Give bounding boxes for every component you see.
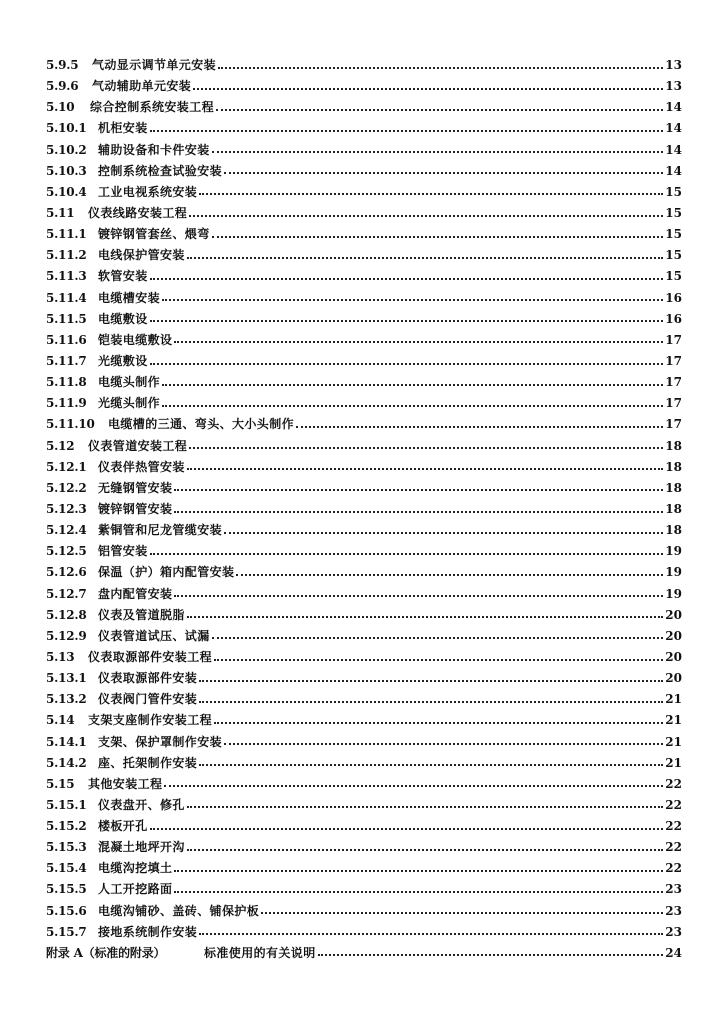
toc-row [46, 203, 682, 224]
dot-leader [187, 468, 663, 470]
dot-leader [216, 109, 663, 111]
section-title: 铠装电缆敷设 [98, 332, 173, 347]
section-number: 5.11.7 [46, 353, 87, 368]
section-number: 5.11 [46, 205, 75, 220]
toc-row [46, 436, 682, 457]
dot-leader [187, 849, 663, 851]
section-number: 5.10.2 [46, 142, 87, 157]
toc-row [46, 288, 682, 309]
dot-leader [187, 257, 663, 259]
section-title: 无缝钢管安装 [98, 480, 173, 495]
toc-row [46, 837, 682, 858]
toc-row [46, 647, 682, 668]
section-number: 5.15.2 [46, 819, 87, 834]
page-number: 16 [665, 311, 682, 326]
dot-leader [150, 553, 664, 555]
toc-row [46, 245, 682, 266]
section-title: 座、托架制作安装 [98, 755, 198, 770]
section-number: 5.15.1 [46, 797, 87, 812]
section-title: 机柜安装 [98, 121, 148, 136]
section-number: 5.12.3 [46, 501, 87, 516]
toc-row [46, 541, 682, 562]
toc-row [46, 584, 682, 605]
page-number: 23 [665, 924, 682, 939]
section-number: 5.15.5 [46, 882, 87, 897]
section-number: 5.9.5 [46, 58, 79, 72]
toc-row-appendix [46, 943, 682, 964]
dot-leader [150, 130, 664, 132]
section-number: 5.13.2 [46, 692, 87, 707]
section-number: 5.11.4 [46, 290, 87, 305]
section-title: 仪表及管道脱脂 [98, 607, 185, 622]
page-number: 14 [665, 163, 682, 178]
page-number: 19 [665, 586, 682, 601]
section-number: 5.15.4 [46, 861, 87, 876]
toc-row [46, 372, 682, 393]
section-number: 5.13 [46, 649, 75, 664]
page-number: 22 [665, 861, 682, 876]
dot-leader [189, 447, 663, 449]
dot-leader [164, 785, 663, 787]
section-number: 5.12.4 [46, 523, 87, 538]
section-title: 光缆敷设 [98, 353, 148, 368]
toc-row [46, 330, 682, 351]
section-number: 5.12.5 [46, 544, 87, 559]
section-title: 仪表取源部件安装 [98, 671, 198, 686]
dot-leader [193, 88, 663, 90]
page-number: 17 [665, 417, 682, 432]
dot-leader [174, 511, 663, 513]
page-number: 20 [665, 607, 682, 622]
section-title: 电缆沟挖填土 [98, 861, 173, 876]
page-number: 18 [665, 459, 682, 474]
page-number: 17 [665, 332, 682, 347]
table-of-contents [46, 55, 682, 964]
page-number: 19 [665, 544, 682, 559]
dot-leader [199, 193, 663, 195]
section-number: 5.11.5 [46, 311, 87, 326]
dot-leader [199, 933, 663, 935]
section-number: 5.11.1 [46, 227, 87, 242]
dot-leader [150, 278, 664, 280]
page-number: 15 [665, 248, 682, 263]
toc-row [46, 668, 682, 689]
toc-row [46, 182, 682, 203]
section-title: 综合控制系统安装工程 [90, 100, 215, 115]
page-number: 18 [665, 480, 682, 495]
page-number: 15 [665, 269, 682, 284]
section-number: 5.15.7 [46, 924, 87, 939]
toc-row [46, 161, 682, 182]
page-number: 22 [665, 776, 682, 791]
page-number: 24 [665, 945, 682, 960]
dot-leader [236, 574, 663, 576]
dot-leader [212, 236, 664, 238]
section-number: 5.15.3 [46, 840, 87, 855]
section-title: 其他安装工程 [88, 776, 163, 791]
page-number: 22 [665, 819, 682, 834]
page-number: 13 [665, 79, 682, 94]
page-number: 15 [665, 227, 682, 242]
dot-leader [212, 151, 664, 153]
section-number: 5.11.10 [46, 417, 95, 432]
toc-row [46, 118, 682, 139]
dot-leader [150, 828, 664, 830]
section-number: 5.12.6 [46, 565, 87, 580]
section-title: 辅助设备和卡件安装 [98, 142, 210, 157]
section-title: 软管安装 [98, 269, 148, 284]
toc-row [46, 140, 682, 161]
section-title: 电缆槽的三通、弯头、大小头制作 [108, 417, 295, 432]
section-number: 5.14 [46, 713, 75, 728]
dot-leader [199, 764, 663, 766]
page-number: 21 [665, 713, 682, 728]
page-number: 18 [665, 501, 682, 516]
dot-leader [212, 637, 664, 639]
section-number: 5.11.2 [46, 248, 87, 263]
section-title: 支架支座制作安装工程 [88, 713, 213, 728]
dot-leader [224, 532, 663, 534]
page-number: 21 [665, 755, 682, 770]
section-title: 标准使用的有关说明 [204, 945, 316, 960]
dot-leader [174, 489, 663, 491]
dot-leader [296, 426, 663, 428]
page-number: 15 [665, 184, 682, 199]
toc-row [46, 457, 682, 478]
section-number: 5.11.6 [46, 332, 87, 347]
section-number: 5.12.1 [46, 459, 87, 474]
dot-leader [214, 722, 663, 724]
page-number: 16 [665, 290, 682, 305]
dot-leader [162, 299, 663, 301]
section-title: 电缆敷设 [98, 311, 148, 326]
section-title: 紫铜管和尼龙管缆安装 [98, 523, 223, 538]
toc-row [46, 478, 682, 499]
page-number: 19 [665, 565, 682, 580]
page-number: 14 [665, 121, 682, 136]
page-number: 13 [665, 58, 682, 72]
section-title: 控制系统检查试验安装 [98, 163, 223, 178]
section-number: 5.10.3 [46, 163, 87, 178]
section-title: 仪表取源部件安装工程 [88, 649, 213, 664]
toc-row [46, 795, 682, 816]
section-title: 铝管安装 [98, 544, 148, 559]
dot-leader [174, 891, 663, 893]
dot-leader [318, 954, 664, 956]
section-title: 镀锌钢管套丝、煨弯 [98, 227, 210, 242]
page-number: 22 [665, 840, 682, 855]
toc-row [46, 266, 682, 287]
section-number: 5.15 [46, 776, 75, 791]
dot-leader [224, 172, 663, 174]
section-title: 保温（护）箱内配管安装 [98, 565, 235, 580]
dot-leader [187, 616, 663, 618]
toc-row [46, 689, 682, 710]
toc-row [46, 76, 682, 97]
page-number: 15 [665, 205, 682, 220]
toc-row [46, 901, 682, 922]
dot-leader [174, 595, 663, 597]
toc-row [46, 774, 682, 795]
section-title: 工业电视系统安装 [98, 184, 198, 199]
section-title: 气动辅助单元安装 [92, 79, 192, 94]
dot-leader [199, 680, 663, 682]
page-number: 20 [665, 628, 682, 643]
toc-row [46, 753, 682, 774]
section-title: 电线保护管安装 [98, 248, 185, 263]
section-number: 5.10 [46, 100, 75, 115]
section-number: 5.10.1 [46, 121, 87, 136]
section-title: 镀锌钢管安装 [98, 501, 173, 516]
section-number: 5.11.8 [46, 375, 87, 390]
toc-row [46, 309, 682, 330]
dot-leader [218, 67, 663, 69]
appendix-label: 附录 A（标准的附录） [46, 945, 166, 960]
section-title: 电缆槽安装 [98, 290, 161, 305]
section-title: 人工开挖路面 [98, 882, 173, 897]
section-number: 5.11.9 [46, 396, 87, 411]
toc-row [46, 626, 682, 647]
page-number: 22 [665, 797, 682, 812]
dot-leader [261, 912, 663, 914]
section-number: 5.14.2 [46, 755, 87, 770]
toc-row [46, 879, 682, 900]
dot-leader [224, 743, 663, 745]
toc-row [46, 562, 682, 583]
section-number: 5.14.1 [46, 734, 87, 749]
dot-leader [187, 806, 663, 808]
toc-row [46, 922, 682, 943]
section-number: 5.12.8 [46, 607, 87, 622]
page-number: 23 [665, 903, 682, 918]
toc-row [46, 393, 682, 414]
page-number: 17 [665, 396, 682, 411]
toc-row [46, 414, 682, 435]
section-title: 接地系统制作安装 [98, 924, 198, 939]
section-title: 仪表盘开、修孔 [98, 797, 185, 812]
section-number: 5.10.4 [46, 184, 87, 199]
dot-leader [162, 405, 663, 407]
dot-leader [189, 215, 663, 217]
section-number: 5.11.3 [46, 269, 87, 284]
page-number: 21 [665, 692, 682, 707]
page-number: 18 [665, 523, 682, 538]
section-number: 5.15.6 [46, 903, 87, 918]
toc-row [46, 351, 682, 372]
section-title: 光缆头制作 [98, 396, 161, 411]
page-number: 14 [665, 100, 682, 115]
toc-row [46, 605, 682, 626]
page-number: 21 [665, 734, 682, 749]
toc-row [46, 520, 682, 541]
section-number: 5.12.9 [46, 628, 87, 643]
section-title: 仪表管道试压、试漏 [98, 628, 210, 643]
section-title: 气动显示调节单元安装 [92, 58, 217, 72]
page-number: 23 [665, 882, 682, 897]
page-number: 17 [665, 375, 682, 390]
section-number: 5.9.6 [46, 79, 79, 94]
section-title: 电缆头制作 [98, 375, 161, 390]
toc-row [46, 224, 682, 245]
dot-leader [150, 320, 664, 322]
section-title: 仪表阀门管件安装 [98, 692, 198, 707]
page-number: 20 [665, 649, 682, 664]
dot-leader [150, 363, 664, 365]
section-number: 5.13.1 [46, 671, 87, 686]
toc-row [46, 858, 682, 879]
dot-leader [174, 870, 663, 872]
toc-row [46, 710, 682, 731]
toc-row [46, 816, 682, 837]
page-number: 20 [665, 671, 682, 686]
toc-row [46, 499, 682, 520]
section-title: 仪表管道安装工程 [88, 438, 188, 453]
dot-leader [214, 659, 663, 661]
section-number: 5.12.2 [46, 480, 87, 495]
toc-row [46, 732, 682, 753]
section-title: 楼板开孔 [98, 819, 148, 834]
section-title: 盘内配管安装 [98, 586, 173, 601]
page-number: 18 [665, 438, 682, 453]
section-title: 电缆沟铺砂、盖砖、铺保护板 [98, 903, 260, 918]
page-number: 14 [665, 142, 682, 157]
section-title: 混凝土地坪开沟 [98, 840, 185, 855]
toc-row [46, 55, 682, 76]
section-number: 5.12 [46, 438, 75, 453]
dot-leader [162, 384, 663, 386]
dot-leader [199, 701, 663, 703]
section-title: 仪表伴热管安装 [98, 459, 185, 474]
dot-leader [174, 341, 663, 343]
section-number: 5.12.7 [46, 586, 87, 601]
page-number: 17 [665, 353, 682, 368]
section-title: 支架、保护罩制作安装 [98, 734, 223, 749]
section-title: 仪表线路安装工程 [88, 205, 188, 220]
toc-row [46, 97, 682, 118]
